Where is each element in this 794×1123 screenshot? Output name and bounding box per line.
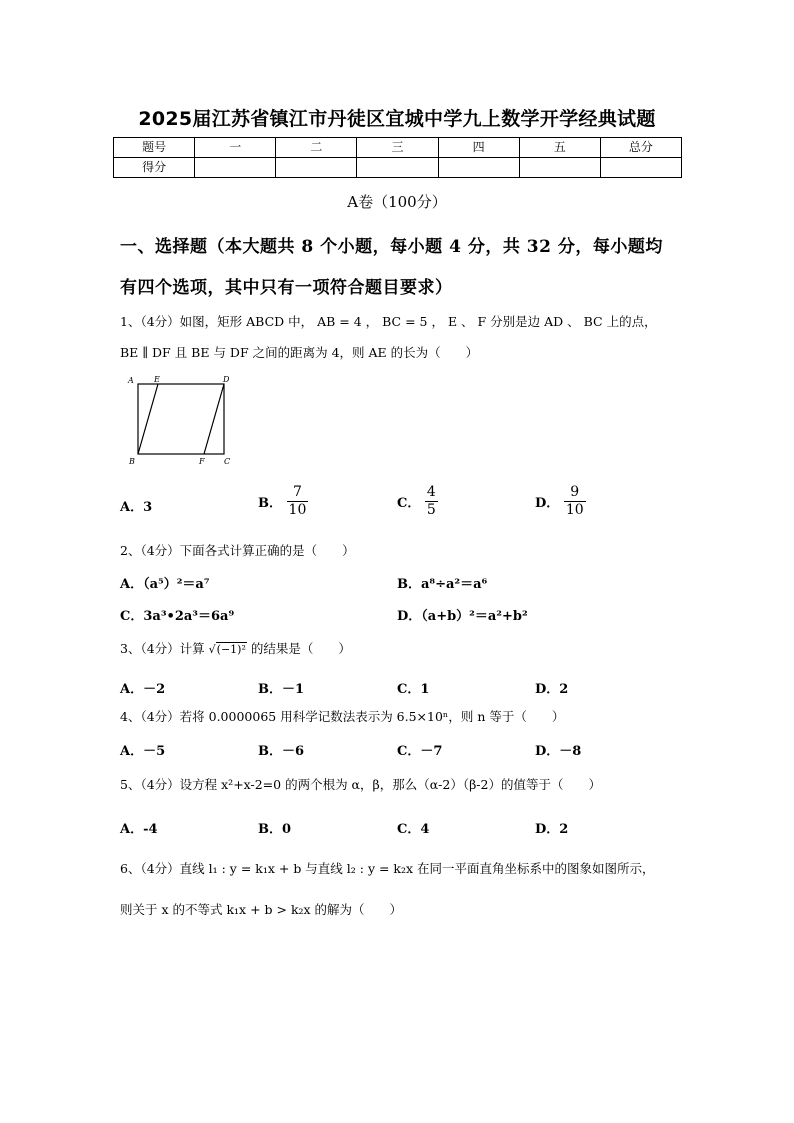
q3-option-a[interactable]: A．－2: [120, 682, 166, 697]
score-input-cell[interactable]: [600, 158, 681, 178]
numerator: 7: [287, 484, 309, 502]
q6-stem-line1: 6、（4分）直线 l₁ : y = k₁x + b 与直线 l₂ : y = k₂x 在同一平面直角坐标系中的图象如图所示，: [120, 861, 655, 876]
table-cell: 一: [195, 138, 276, 158]
q1-option-a[interactable]: [120, 496, 152, 515]
label-C: C: [224, 457, 231, 466]
q1-option-c[interactable]: [397, 484, 438, 519]
label-E: E: [154, 375, 160, 384]
q4-option-d[interactable]: D．－8: [535, 744, 582, 759]
fraction: [287, 484, 309, 519]
q4-option-a[interactable]: A．－5: [120, 744, 166, 759]
table-cell: 三: [357, 138, 438, 158]
option-value: 3: [143, 500, 153, 515]
score-table: [113, 137, 682, 178]
option-letter: D．: [535, 496, 560, 511]
q3-option-b[interactable]: B．－1: [258, 682, 305, 697]
table-cell: 得分: [114, 158, 195, 178]
q2-option-d[interactable]: D．（a+b）²＝a²+b²: [397, 609, 528, 624]
section-subtitle: A卷（100分）: [347, 193, 447, 211]
q5-option-c[interactable]: C．4: [397, 822, 430, 837]
page-title: 2025届江苏省镇江市丹徒区宜城中学九上数学开学经典试题: [138, 108, 656, 130]
section-heading-line1: 一、选择题（本大题共 8 个小题，每小题 4 分，共 32 分，每小题均: [120, 237, 663, 257]
q3-stem-suffix: 的结果是（ ）: [250, 641, 351, 656]
table-row: [114, 138, 682, 158]
label-F: F: [199, 457, 205, 466]
table-cell: 总分: [600, 138, 681, 158]
q5-option-d[interactable]: D．2: [535, 822, 569, 837]
q3-option-d[interactable]: D．2: [535, 682, 569, 697]
table-row: [114, 158, 682, 178]
q1-option-b[interactable]: [258, 484, 308, 519]
q4-option-c[interactable]: C．－7: [397, 744, 443, 759]
q5-option-b[interactable]: B．0: [258, 822, 292, 837]
rectangle-figure: [126, 372, 238, 468]
q1-option-d[interactable]: [535, 484, 586, 519]
score-input-cell[interactable]: [276, 158, 357, 178]
score-input-cell[interactable]: [438, 158, 519, 178]
score-input-cell[interactable]: [519, 158, 600, 178]
q3-stem-prefix: 3、（4分）计算: [120, 641, 205, 656]
q2-option-b[interactable]: B．a⁸÷a²＝a⁶: [397, 577, 488, 592]
table-cell: 四: [438, 138, 519, 158]
option-letter: A．: [120, 500, 144, 515]
sqrt-expression: √(−1)²: [208, 642, 246, 656]
denominator: 5: [426, 502, 436, 518]
q5-option-a[interactable]: A．-4: [120, 822, 158, 837]
q2-option-a[interactable]: A．（a⁵）²＝a⁷: [120, 577, 210, 592]
denominator: 10: [288, 502, 307, 518]
fraction: [564, 484, 586, 519]
fraction: [425, 484, 438, 519]
option-letter: C．: [397, 496, 421, 511]
q2-option-c[interactable]: C．3a³•2a³＝6a⁹: [120, 609, 235, 624]
label-A: A: [128, 376, 134, 385]
q4-stem: 4、（4分）若将 0.0000065 用科学记数法表示为 6.5×10ⁿ，则 n 等于（ ）: [120, 709, 565, 724]
q4-option-b[interactable]: B．－6: [258, 744, 305, 759]
q3-option-c[interactable]: C．1: [397, 682, 430, 697]
table-cell: 题号: [114, 138, 195, 158]
option-letter: B．: [258, 496, 282, 511]
q1-stem-line1: 1、（4分）如图，矩形 ABCD 中， AB = 4 ， BC = 5 ， E 、 F 分别是边 AD 、 BC 上的点，: [120, 314, 657, 329]
numerator: 9: [564, 484, 586, 502]
numerator: 4: [426, 484, 436, 500]
table-cell: 五: [519, 138, 600, 158]
q1-stem-line2: BE ∥ DF 且 BE 与 DF 之间的距离为 4，则 AE 的长为（ ）: [120, 345, 479, 360]
q2-stem: 2、（4分）下面各式计算正确的是（ ）: [120, 543, 355, 558]
radicand: (−1)²: [216, 642, 246, 656]
q5-stem: 5、（4分）设方程 x²+x-2=0 的两个根为 α，β，那么（α-2）（β-2）的值等于（ ）: [120, 777, 601, 792]
label-D: D: [223, 375, 230, 384]
section-heading-line2: 有四个选项，其中只有一项符合题目要求）: [120, 278, 453, 298]
denominator: 10: [565, 502, 584, 518]
q3-stem: [120, 638, 690, 661]
score-input-cell[interactable]: [195, 158, 276, 178]
score-input-cell[interactable]: [357, 158, 438, 178]
label-B: B: [129, 457, 135, 466]
q6-stem-line2: 则关于 x 的不等式 k₁x + b > k₂x 的解为（ ）: [120, 902, 403, 917]
table-cell: 二: [276, 138, 357, 158]
